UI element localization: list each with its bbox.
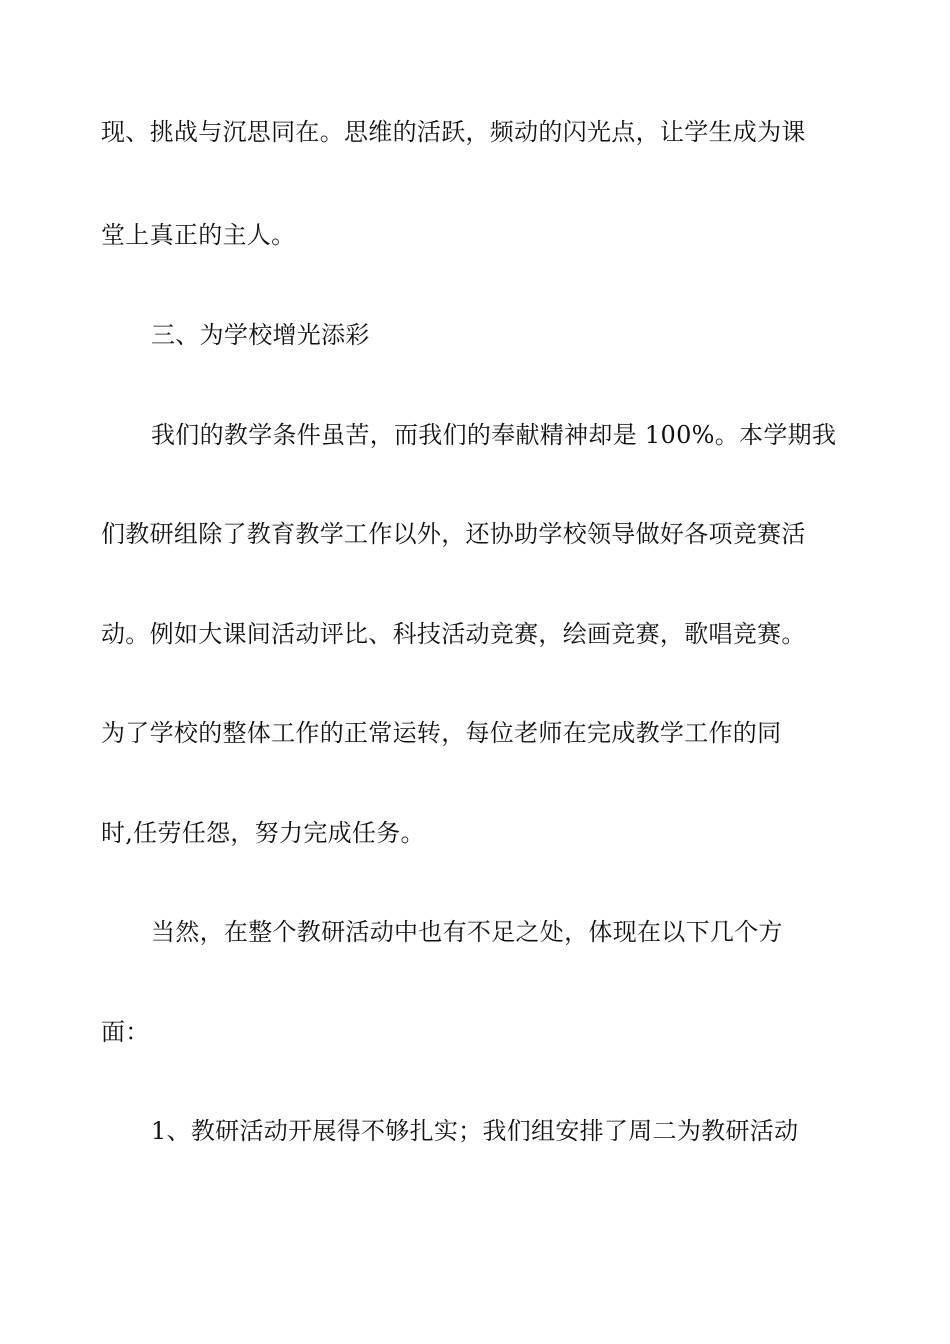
paragraph-line: 1、教研活动开展得不够扎实；我们组安排了周二为教研活动: [151, 1117, 799, 1145]
paragraph-line: 面：: [101, 1018, 150, 1046]
paragraph-line: 我们的教学条件虽苦，而我们的奉献精神却是 100%。本学期我: [151, 421, 837, 449]
paragraph-line: 当然，在整个教研活动中也有不足之处，体现在以下几个方: [151, 918, 783, 946]
section-heading: 三、为学校增光添彩: [151, 321, 370, 349]
paragraph-line: 们教研组除了教育教学工作以外，还协助学校领导做好各项竞赛活: [101, 520, 806, 548]
paragraph-line: 堂上真正的主人。: [101, 221, 296, 249]
paragraph-line: 动。例如大课间活动评比、科技活动竞赛，绘画竞赛，歌唱竞赛。: [101, 620, 806, 648]
paragraph-line: 时,任劳任怨，努力完成任务。: [101, 819, 425, 847]
paragraph-line: 为了学校的整体工作的正常运转，每位老师在完成教学工作的同: [101, 719, 782, 747]
paragraph-line: 现、挑战与沉思同在。思维的活跃，频动的闪光点，让学生成为课: [101, 118, 806, 146]
